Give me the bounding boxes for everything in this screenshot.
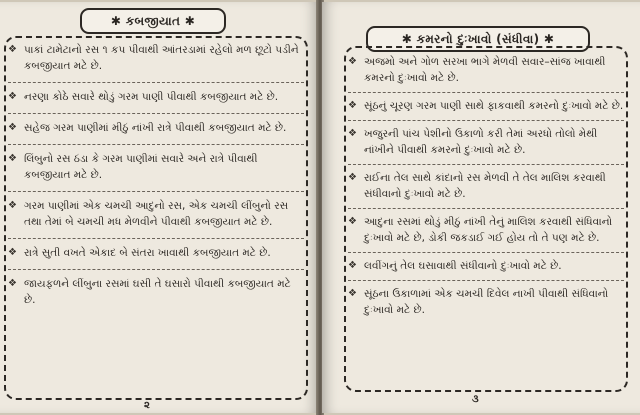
diamond-bullet-icon: ❖ (8, 44, 17, 55)
left-page-number: ૨ (144, 400, 150, 411)
diamond-bullet-icon: ❖ (8, 200, 17, 211)
remedy-item (348, 214, 624, 253)
diamond-bullet-icon: ❖ (348, 288, 357, 299)
remedy-text: ખજુરની પાંચ પેશીનો ઉકાળો કરી તેમાં અરધો તોલો મેથી નાંખીને પીવાથી કમરનો દુઃખાવો મટે છે. (364, 128, 598, 156)
right-page-number: ૩ (472, 394, 479, 405)
remedy-text: રાઈના તેલ સાથે કાંદાનો રસ મેળવી તે તેલ માલિશ કરવાથી સંધીવાનો દુઃખાવો મટે છે. (364, 172, 606, 200)
diamond-bullet-icon: ❖ (8, 247, 17, 258)
diamond-bullet-icon: ❖ (348, 172, 357, 183)
remedy-item (8, 276, 304, 316)
remedy-text: લિંબુનો રસ ઠંડા કે ગરમ પાણીમાં સવારે અને રાત્રે પીવાથી કબજીયાત મટે છે. (24, 153, 258, 181)
diamond-bullet-icon: ❖ (348, 100, 357, 111)
diamond-bullet-icon: ❖ (8, 278, 17, 289)
remedy-item (8, 151, 304, 192)
remedy-text: આદુના રસમાં થોડું મીઠું નાંખી તેનું માલિશ કરવાથી સંધિવાનો દુઃખાવો મટે છે, ડોકી જકડાઈ ગઈ હોય તો તે પણ મટે છે. (364, 216, 613, 244)
remedy-item (348, 258, 624, 281)
remedy-item (348, 126, 624, 165)
remedy-text: સૂંઠના ઉકાળામાં એક ચમચી દિવેલ નાખી પીવાથી સંધિવાનો દુઃખાવો મટે છે. (364, 288, 609, 316)
diamond-bullet-icon: ❖ (348, 128, 357, 139)
remedy-text: પાકાં ટામેટાનો રસ ૧ કપ પીવાથી આંતરડામાં રહેલો મળ છૂટો પડીને કબજીયાત મટે છે. (24, 44, 299, 72)
remedy-text: નરણા કોઠે સવારે થોડું ગરમ પાણી પીવાથી કબજીયાત મટે છે. (24, 91, 279, 103)
left-remedy-list (8, 42, 304, 322)
remedy-item (8, 198, 304, 239)
remedy-text: સૂંઠનું ચૂરણ ગરમ પાણી સાથે ફાકવાથી કમરનો દુઃખાવો મટે છે. (364, 100, 624, 112)
remedy-text: જાયફળને લીંબુના રસમાં ઘસી તે ઘસારો પીવાથી કબજીયાત મટે છે. (24, 278, 291, 306)
right-page (322, 2, 640, 413)
remedy-item (8, 120, 304, 145)
remedy-text: અજમો અને ગોળ સરખા ભાગે મેળવી સવાર–સાંજ ખાવાથી કમરનો દુઃખાવો મટે છે. (364, 56, 606, 84)
remedy-text: ગરમ પાણીમાં એક ચમચી આદુનો રસ, એક ચમચી લીંબુનો રસ તથા તેમાં બે ચમચી મધ મેળવીને પીવાથી કબજીયાત મટે છે. (24, 200, 289, 228)
right-remedy-list (348, 54, 624, 329)
remedy-item (348, 98, 624, 121)
diamond-bullet-icon: ❖ (8, 91, 17, 102)
diamond-bullet-icon: ❖ (348, 56, 357, 67)
remedy-item (348, 286, 624, 324)
diamond-bullet-icon: ❖ (8, 153, 17, 164)
remedy-text: સહેજ ગરમ પાણીમાં મીઠું નાંખી રાત્રે પીવાથી કબજીયાત મટે છે. (24, 122, 287, 134)
remedy-item (8, 42, 304, 83)
left-page (0, 2, 318, 413)
diamond-bullet-icon: ❖ (348, 260, 357, 271)
remedy-item (8, 89, 304, 114)
remedy-text: રાત્રે સુતી વખતે એકાદ બે સંતરા ખાવાથી કબજીયાત મટે છે. (24, 247, 271, 259)
left-page-title: ✱ કબજીયાત ✱ (80, 8, 226, 34)
right-page-title: ✱ કમરનો દુઃખાવો (સંધીવા) ✱ (366, 26, 590, 52)
remedy-item (348, 170, 624, 209)
remedy-item (8, 245, 304, 270)
diamond-bullet-icon: ❖ (8, 122, 17, 133)
diamond-bullet-icon: ❖ (348, 216, 357, 227)
remedy-item (348, 54, 624, 93)
remedy-text: લવીંગનું તેલ ઘસાવાથી સંધીવાનો દુઃખાવો મટે છે. (364, 260, 562, 272)
